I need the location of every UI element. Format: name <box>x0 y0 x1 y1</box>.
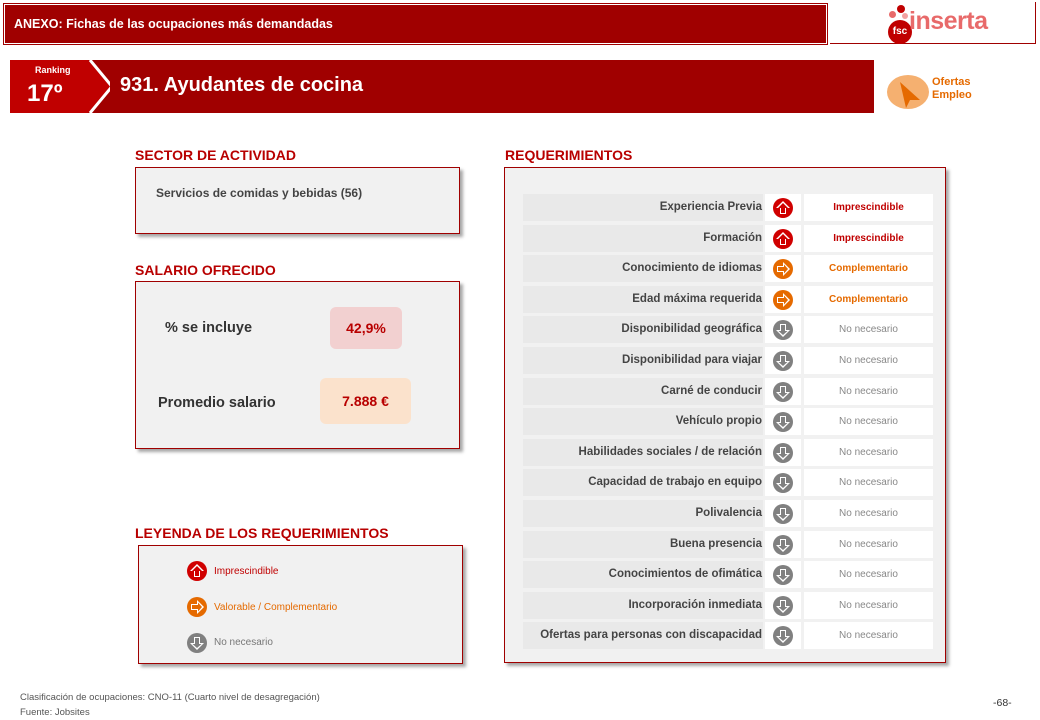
requirement-value: No necesario <box>804 561 933 588</box>
footer-classification: Clasificación de ocupaciones: CNO-11 (Cuarto nivel de desagregación) <box>20 692 320 703</box>
sector-panel <box>135 167 460 234</box>
requirement-row <box>523 561 933 588</box>
legend-label-imprescindible: Imprescindible <box>214 566 279 577</box>
requirement-row <box>523 378 933 405</box>
header-divider-vertical <box>1035 2 1036 44</box>
ranking-value: 17º <box>27 80 63 107</box>
requirement-icon-cell <box>765 469 801 496</box>
ranking-label: Ranking <box>35 65 71 75</box>
arrow-down-icon <box>773 443 793 463</box>
requirement-row <box>523 469 933 496</box>
requirement-name: Capacidad de trabajo en equipo <box>523 469 763 496</box>
requirement-row <box>523 347 933 374</box>
requirement-name: Ofertas para personas con discapacidad <box>523 622 763 649</box>
arrow-down-icon <box>773 626 793 646</box>
requirement-name: Buena presencia <box>523 531 763 558</box>
requirement-value: No necesario <box>804 500 933 527</box>
requirement-icon-cell <box>765 408 801 435</box>
arrow-up-icon <box>773 198 793 218</box>
requirement-icon-cell <box>765 255 801 282</box>
salary-percent-label: % se incluye <box>165 320 253 336</box>
arrow-right-icon <box>773 259 793 279</box>
requirement-row <box>523 225 933 252</box>
legend-label-no-necesario: No necesario <box>214 637 273 648</box>
inserta-logo <box>885 3 995 47</box>
arrow-down-icon <box>773 320 793 340</box>
annex-header-bar <box>4 4 827 44</box>
requirement-row <box>523 408 933 435</box>
requirement-name: Disponibilidad para viajar <box>523 347 763 374</box>
requirement-icon-cell <box>765 225 801 252</box>
requirement-name: Edad máxima requerida <box>523 286 763 313</box>
logo-dot <box>889 11 896 18</box>
arrow-down-icon <box>773 351 793 371</box>
requirement-name: Experiencia Previa <box>523 194 763 221</box>
ofertas-cursor-icon <box>886 72 932 112</box>
requirement-name: Vehículo propio <box>523 408 763 435</box>
requirement-row <box>523 622 933 649</box>
requirement-icon-cell <box>765 592 801 619</box>
requirement-value: Imprescindible <box>804 194 933 221</box>
requirement-row <box>523 500 933 527</box>
requirement-name: Carné de conducir <box>523 378 763 405</box>
arrow-right-icon <box>773 290 793 310</box>
requirement-value: No necesario <box>804 531 933 558</box>
requirement-value: No necesario <box>804 622 933 649</box>
ofertas-empleo-link[interactable] <box>886 70 986 114</box>
salary-percent-value: 42,9% <box>330 307 402 349</box>
arrow-down-icon <box>773 535 793 555</box>
arrow-down-icon <box>773 504 793 524</box>
arrow-right-icon <box>187 597 207 617</box>
requirement-icon-cell <box>765 561 801 588</box>
arrow-down-icon <box>773 565 793 585</box>
annex-title: ANEXO: Fichas de las ocupaciones más demandadas <box>14 17 333 31</box>
salary-panel <box>135 281 460 449</box>
salary-average-label: Promedio salario <box>158 395 276 411</box>
arrow-up-icon <box>773 229 793 249</box>
logo-text: inserta <box>909 7 988 35</box>
requirement-value: No necesario <box>804 469 933 496</box>
requirement-name: Conocimientos de ofimática <box>523 561 763 588</box>
requirement-name: Habilidades sociales / de relación <box>523 439 763 466</box>
arrow-down-icon <box>773 412 793 432</box>
sector-value: Servicios de comidas y bebidas (56) <box>156 186 363 200</box>
requirement-row <box>523 255 933 282</box>
salary-heading: SALARIO OFRECIDO <box>135 262 276 278</box>
ofertas-label-line1: Ofertas <box>932 76 971 88</box>
requirement-value: No necesario <box>804 408 933 435</box>
requirement-icon-cell <box>765 286 801 313</box>
requirement-icon-cell <box>765 194 801 221</box>
logo-dot <box>902 13 908 19</box>
requirement-name: Formación <box>523 225 763 252</box>
legend-label-complementario: Valorable / Complementario <box>214 602 338 613</box>
logo-badge: fsc <box>888 20 912 44</box>
requirement-value: No necesario <box>804 347 933 374</box>
requirement-row <box>523 592 933 619</box>
salary-average-value: 7.888 € <box>320 378 411 424</box>
requirement-value: Complementario <box>804 286 933 313</box>
arrow-down-icon <box>773 596 793 616</box>
requirement-value: No necesario <box>804 439 933 466</box>
arrow-down-icon <box>187 633 207 653</box>
requirement-name: Disponibilidad geográfica <box>523 316 763 343</box>
arrow-up-icon <box>187 561 207 581</box>
requirement-icon-cell <box>765 316 801 343</box>
sector-heading: SECTOR DE ACTIVIDAD <box>135 147 297 163</box>
arrow-down-icon <box>773 382 793 402</box>
requirement-value: Complementario <box>804 255 933 282</box>
requirement-name: Conocimiento de idiomas <box>523 255 763 282</box>
requirement-icon-cell <box>765 500 801 527</box>
requirement-name: Incorporación inmediata <box>523 592 763 619</box>
requirement-icon-cell <box>765 622 801 649</box>
page-number: -68- <box>993 697 1012 709</box>
requirement-icon-cell <box>765 531 801 558</box>
requirement-value: No necesario <box>804 378 933 405</box>
requirement-icon-cell <box>765 439 801 466</box>
requirement-row <box>523 316 933 343</box>
arrow-down-icon <box>773 473 793 493</box>
requirement-row <box>523 531 933 558</box>
logo-dot <box>897 5 905 13</box>
ofertas-label-line2: Empleo <box>932 89 972 101</box>
requirement-name: Polivalencia <box>523 500 763 527</box>
requirement-row <box>523 286 933 313</box>
requirements-heading: REQUERIMIENTOS <box>505 147 633 163</box>
requirement-icon-cell <box>765 378 801 405</box>
requirement-value: Imprescindible <box>804 225 933 252</box>
requirement-row <box>523 439 933 466</box>
requirement-value: No necesario <box>804 316 933 343</box>
requirement-icon-cell <box>765 347 801 374</box>
requirement-row <box>523 194 933 221</box>
occupation-title: 931. Ayudantes de cocina <box>120 74 364 96</box>
legend-heading: LEYENDA DE LOS REQUERIMIENTOS <box>135 525 389 541</box>
requirement-value: No necesario <box>804 592 933 619</box>
footer-source: Fuente: Jobsites <box>20 707 90 718</box>
